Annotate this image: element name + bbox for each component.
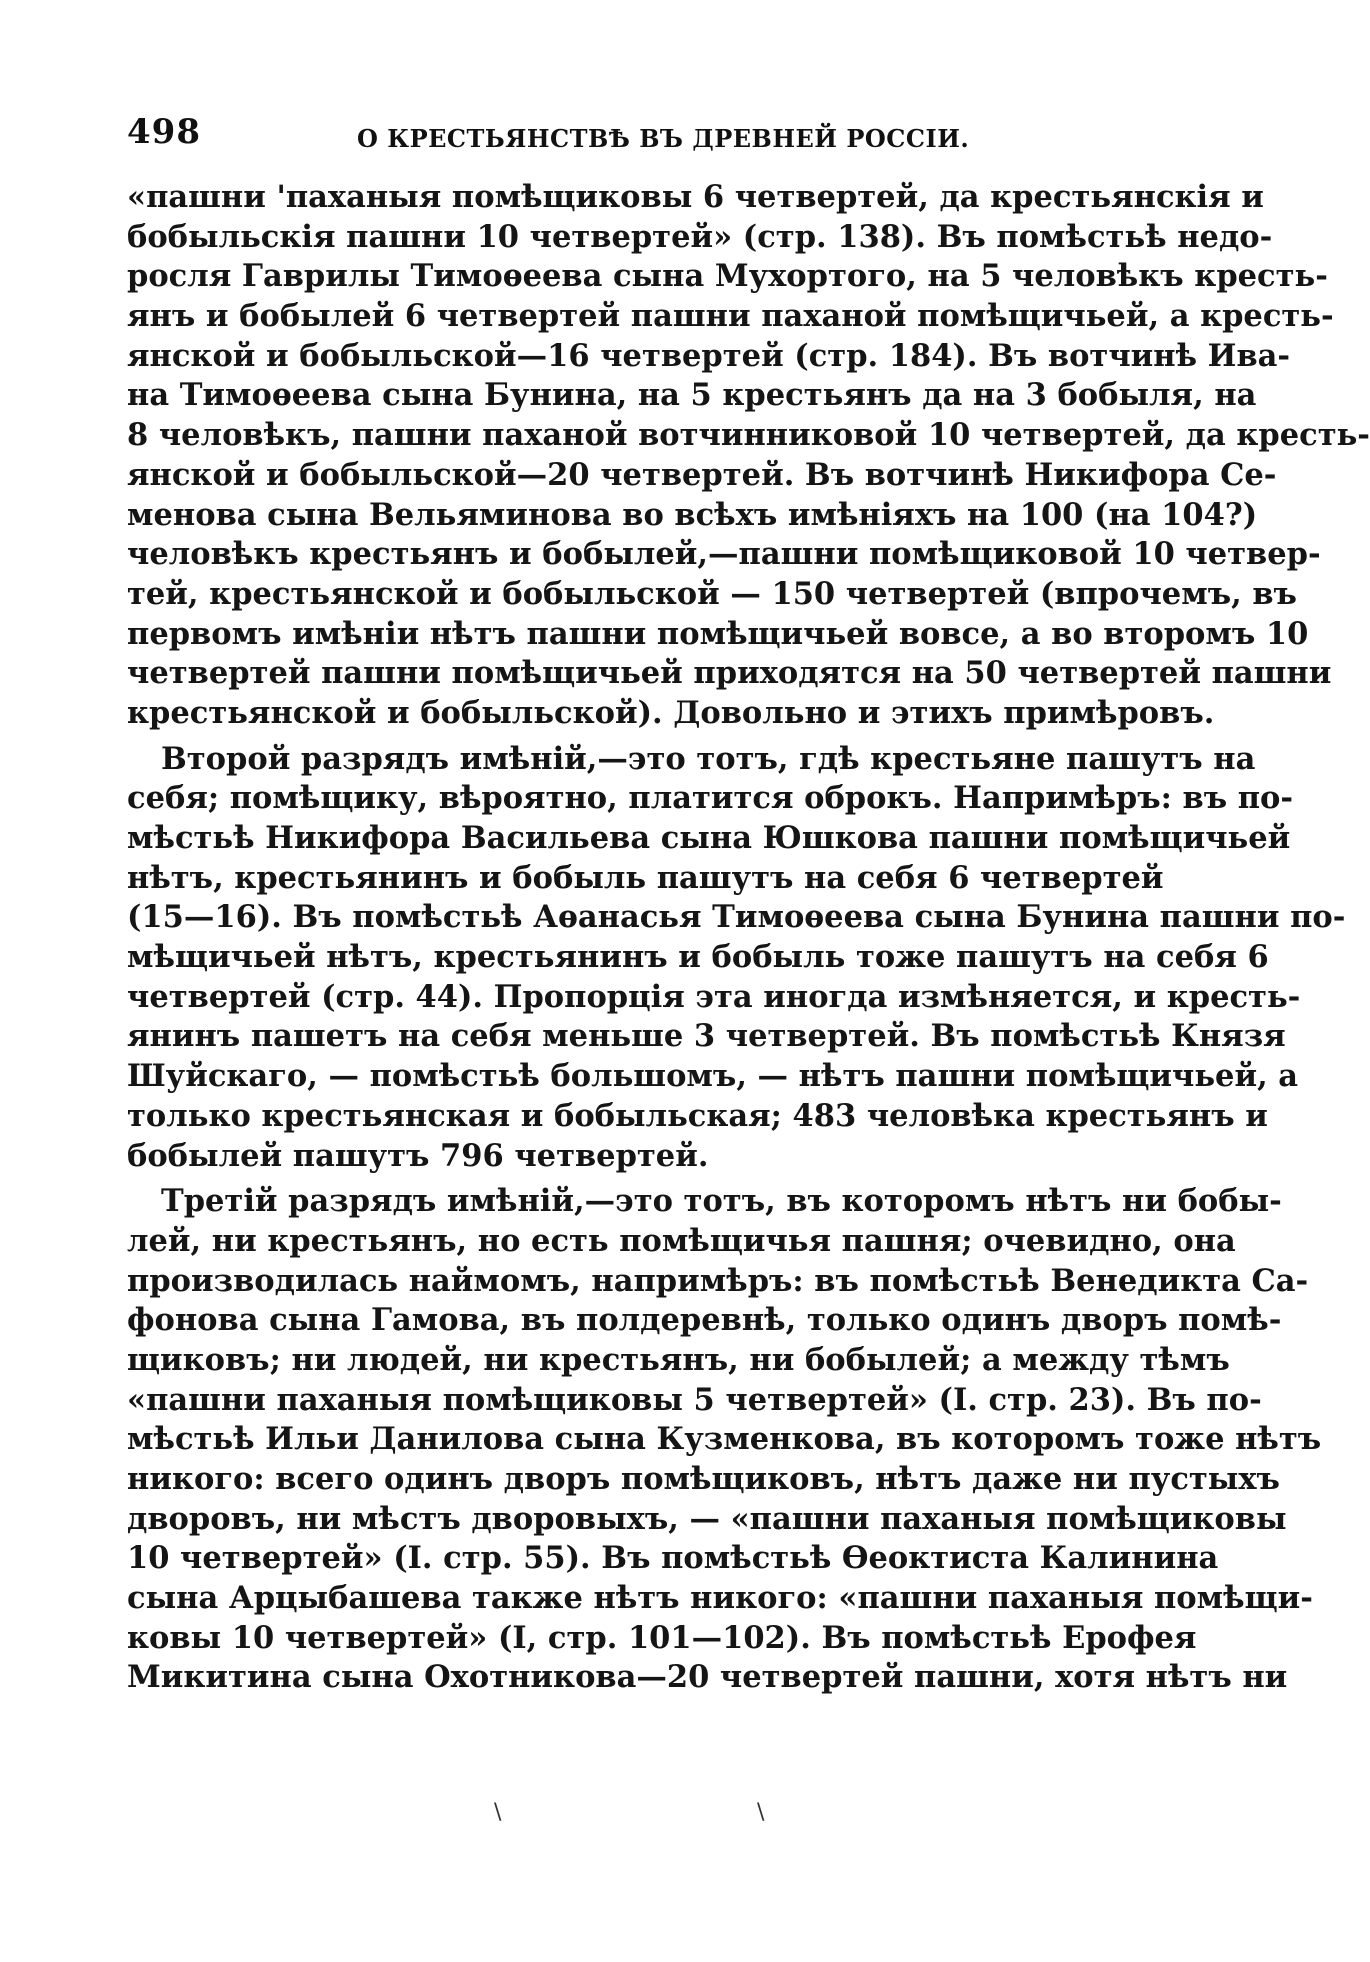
running-title: О КРЕСТЬЯНСТВѢ ВЪ ДРЕВНЕЙ РОССІИ. (357, 124, 970, 153)
text-line: производилась наймомъ, напримѣръ: въ помѣстьѣ Венедикта Са- (127, 1262, 1309, 1299)
text-line: (15—16). Въ помѣстьѣ Аѳанасья Тимоѳеева сына Бунина пашни по- (127, 899, 1346, 936)
text-line: 8 человѣкъ, пашни паханой вотчинниковой 10 четвертей, да кресть- (127, 417, 1370, 454)
text-line: четвертей пашни помѣщичьей приходятся на 50 четвертей пашни (127, 655, 1332, 692)
text-line: дворовъ, ни мѣстъ дворовыхъ, — «пашни паханыя помѣщиковы (127, 1500, 1287, 1537)
text-line: бобыльскія пашни 10 четвертей» (стр. 138). Въ помѣстьѣ недо- (127, 218, 1273, 255)
text-line: «пашни паханыя помѣщиковы 5 четвертей» (I. стр. 23). Въ по- (127, 1381, 1262, 1418)
body-text (127, 178, 1370, 1698)
text-line: себя; помѣщику, вѣроятно, платится оброкъ. Напримѣръ: въ по- (127, 780, 1294, 817)
text-line: Микитина сына Охотникова—20 четвертей пашни, хотя нѣтъ ни (127, 1659, 1288, 1696)
text-line: янинъ пашетъ на себя меньше 3 четвертей. Въ помѣстьѣ Князя (127, 1018, 1286, 1055)
text-line: Второй разрядъ имѣній,—это тотъ, гдѣ крестьяне пашутъ на (161, 740, 1256, 777)
text-line: 10 четвертей» (I. стр. 55). Въ помѣстьѣ Ѳеоктиста Калинина (127, 1540, 1219, 1577)
paragraph-1 (127, 178, 1370, 734)
text-line: мѣстьѣ Никифора Васильева сына Юшкова пашни помѣщичьей (127, 820, 1291, 856)
text-line: никого: всего одинъ дворъ помѣщиковъ, нѣтъ даже ни пустыхъ (127, 1461, 1280, 1497)
paragraph-3 (127, 1182, 1322, 1698)
text-line: крестьянской и бобыльской). Довольно и этихъ примѣровъ. (127, 694, 1215, 731)
text-line: человѣкъ крестьянъ и бобылей,—пашни помѣщиковой 10 четвер- (127, 536, 1321, 573)
text-line: «пашни 'паханыя помѣщиковы 6 четвертей, да крестьянскія и (127, 179, 1264, 215)
text-line: менова сына Вельяминова во всѣхъ имѣніяхъ на 100 (на 104?) (127, 496, 1258, 533)
text-line: нѣтъ, крестьянинъ и бобыль пашутъ на себя 6 четвертей (127, 859, 1164, 896)
text-line: бобылей пашутъ 796 четвертей. (127, 1137, 709, 1174)
text-line: первомъ имѣніи нѣтъ пашни помѣщичьей вовсе, а во второмъ 10 (127, 615, 1309, 652)
text-line: янской и бобыльской—16 четвертей (стр. 184). Въ вотчинѣ Ива- (127, 337, 1291, 374)
text-line: ковы 10 четвертей» (I, стр. 101—102). Въ помѣстьѣ Ерофея (127, 1619, 1197, 1656)
text-line: тей, крестьянской и бобыльской — 150 четвертей (впрочемъ, въ (127, 575, 1297, 612)
footer-mark: \ (757, 1800, 765, 1825)
text-line: щиковъ; ни людей, ни крестьянъ, ни бобылей; а между тѣмъ (127, 1341, 1230, 1378)
text-line: росля Гаврилы Тимоѳеева сына Мухортого, на 5 человѣкъ кресть- (127, 258, 1328, 295)
text-line: на Тимоѳеева сына Бунина, на 5 крестьянъ да на 3 бобыля, на (127, 377, 1257, 414)
page-header (127, 112, 1093, 162)
text-line: Шуйскаго, — помѣстьѣ большомъ, — нѣтъ пашни помѣщичьей, а (127, 1058, 1299, 1095)
paragraph-2 (127, 740, 1346, 1177)
text-line: Третій разрядъ имѣній,—это тотъ, въ которомъ нѣтъ ни бобы- (161, 1183, 1282, 1220)
text-line: фонова сына Гамова, въ полдеревнѣ, только одинъ дворъ помѣ- (127, 1302, 1282, 1339)
text-line: мѣщичьей нѣтъ, крестьянинъ и бобыль тоже пашутъ на себя 6 (127, 939, 1269, 976)
footer-mark: \ (494, 1800, 502, 1825)
text-line: только крестьянская и бобыльская; 483 человѣка крестьянъ и (127, 1097, 1268, 1134)
text-line: сына Арцыбашева также нѣтъ никого: «пашни паханыя помѣщи- (127, 1580, 1313, 1617)
text-line: янъ и бобылей 6 четвертей пашни паханой помѣщичьей, а кресть- (127, 298, 1334, 335)
text-line: четвертей (стр. 44). Пропорція эта иногда измѣняется, и кресть- (127, 978, 1301, 1015)
text-line: янской и бобыльской—20 четвертей. Въ вотчинѣ Никифора Се- (127, 456, 1277, 493)
text-line: лей, ни крестьянъ, но есть помѣщичья пашня; очевидно, она (127, 1222, 1236, 1259)
page-number: 498 (127, 112, 201, 152)
text-line: мѣстьѣ Ильи Данилова сына Кузменкова, въ которомъ тоже нѣтъ (127, 1421, 1322, 1458)
